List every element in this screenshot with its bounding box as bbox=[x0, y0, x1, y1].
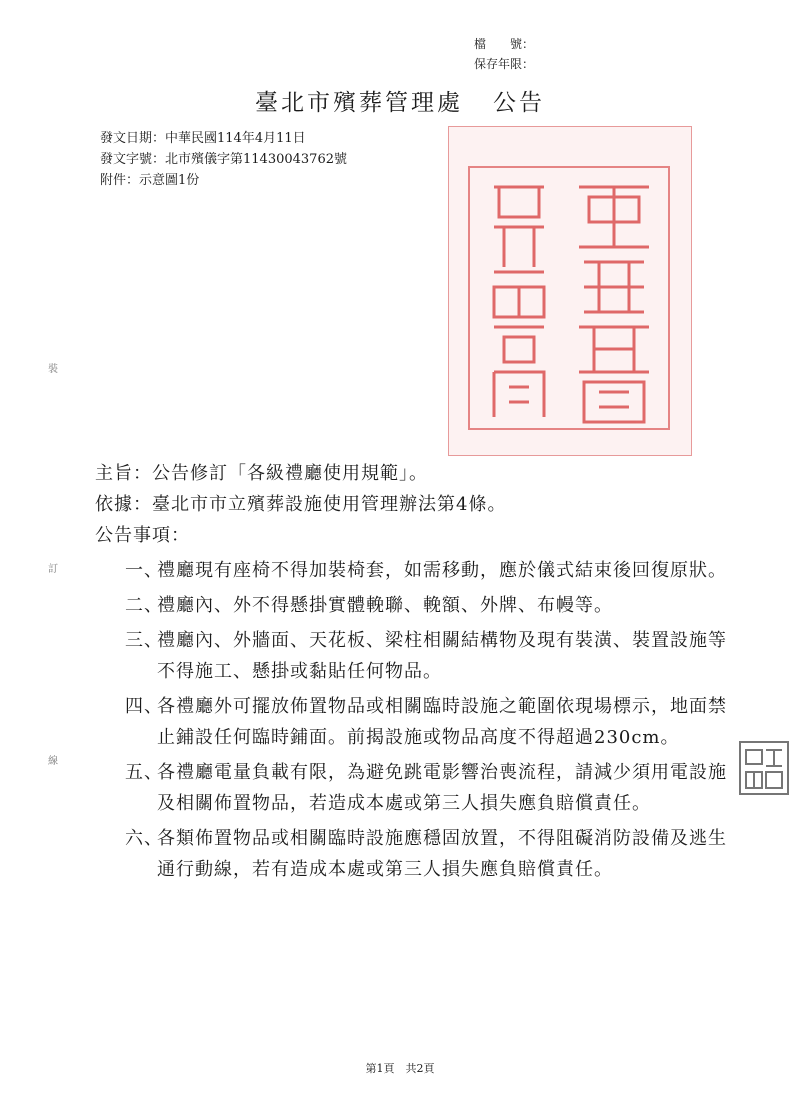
item-text: 各類佈置物品或相關臨時設施應穩固放置，不得阻礙消防設備及逃生通行動線，若有造成本處或第三人損失應負賠償責任。 bbox=[157, 828, 727, 880]
item-number: 六、 bbox=[125, 828, 163, 849]
announcement-items bbox=[95, 555, 735, 885]
item-text: 禮廳現有座椅不得加裝椅套，如需移動，應於儀式結束後回復原狀。 bbox=[157, 560, 727, 581]
subject-line: 主旨：公告修訂「各級禮廳使用規範」。 bbox=[95, 463, 428, 484]
item-number: 四、 bbox=[125, 696, 163, 717]
binding-mark-2: 訂 bbox=[48, 564, 58, 575]
small-stamp bbox=[736, 736, 792, 800]
announcement-body bbox=[95, 458, 735, 889]
document-title bbox=[0, 84, 800, 117]
agency-name: 臺北市殯葬管理處 bbox=[255, 90, 463, 116]
announcement-item bbox=[95, 823, 735, 885]
item-text: 各禮廳電量負載有限，為避免跳電影響治喪流程，請減少須用電設施及相關佈置物品，若造成本處或第三人損失應負賠償責任。 bbox=[157, 762, 727, 814]
archive-info bbox=[474, 34, 534, 74]
binding-mark-3: 線 bbox=[48, 756, 58, 767]
item-text: 禮廳內、外不得懸掛實體輓聯、輓額、外牌、布幔等。 bbox=[157, 595, 613, 616]
page-number: 第1頁 共2頁 bbox=[365, 1062, 435, 1075]
document-number: 發文字號：北市殯儀字第11430043762號 bbox=[100, 152, 347, 167]
document-meta bbox=[100, 128, 347, 191]
item-number: 五、 bbox=[125, 762, 163, 783]
document-type: 公告 bbox=[493, 90, 545, 116]
binding-mark-1: 裝 bbox=[48, 364, 58, 375]
announcement-item bbox=[95, 757, 735, 819]
attachment-info: 附件：示意圖1份 bbox=[100, 173, 200, 188]
official-seal bbox=[448, 126, 692, 456]
issue-date: 發文日期：中華民國114年4月11日 bbox=[100, 131, 306, 146]
file-number-label: 檔 號： bbox=[474, 37, 535, 51]
announcement-item bbox=[95, 625, 735, 687]
item-text: 各禮廳外可擺放佈置物品或相關臨時設施之範圍依現場標示，地面禁止鋪設任何臨時鋪面。前揭設施或物品高度不得超過230cm。 bbox=[157, 696, 727, 748]
item-number: 二、 bbox=[125, 595, 163, 616]
item-number: 一、 bbox=[125, 560, 163, 581]
items-heading: 公告事項： bbox=[95, 525, 190, 546]
announcement-item bbox=[95, 555, 735, 586]
item-number: 三、 bbox=[125, 630, 163, 651]
item-text: 禮廳內、外牆面、天花板、梁柱相關結構物及現有裝潢、裝置設施等不得施工、懸掛或黏貼任何物品。 bbox=[157, 630, 727, 682]
basis-line: 依據：臺北市市立殯葬設施使用管理辦法第4條。 bbox=[95, 494, 507, 515]
announcement-item bbox=[95, 590, 735, 621]
retention-period-label: 保存年限： bbox=[474, 57, 535, 71]
announcement-item bbox=[95, 691, 735, 753]
